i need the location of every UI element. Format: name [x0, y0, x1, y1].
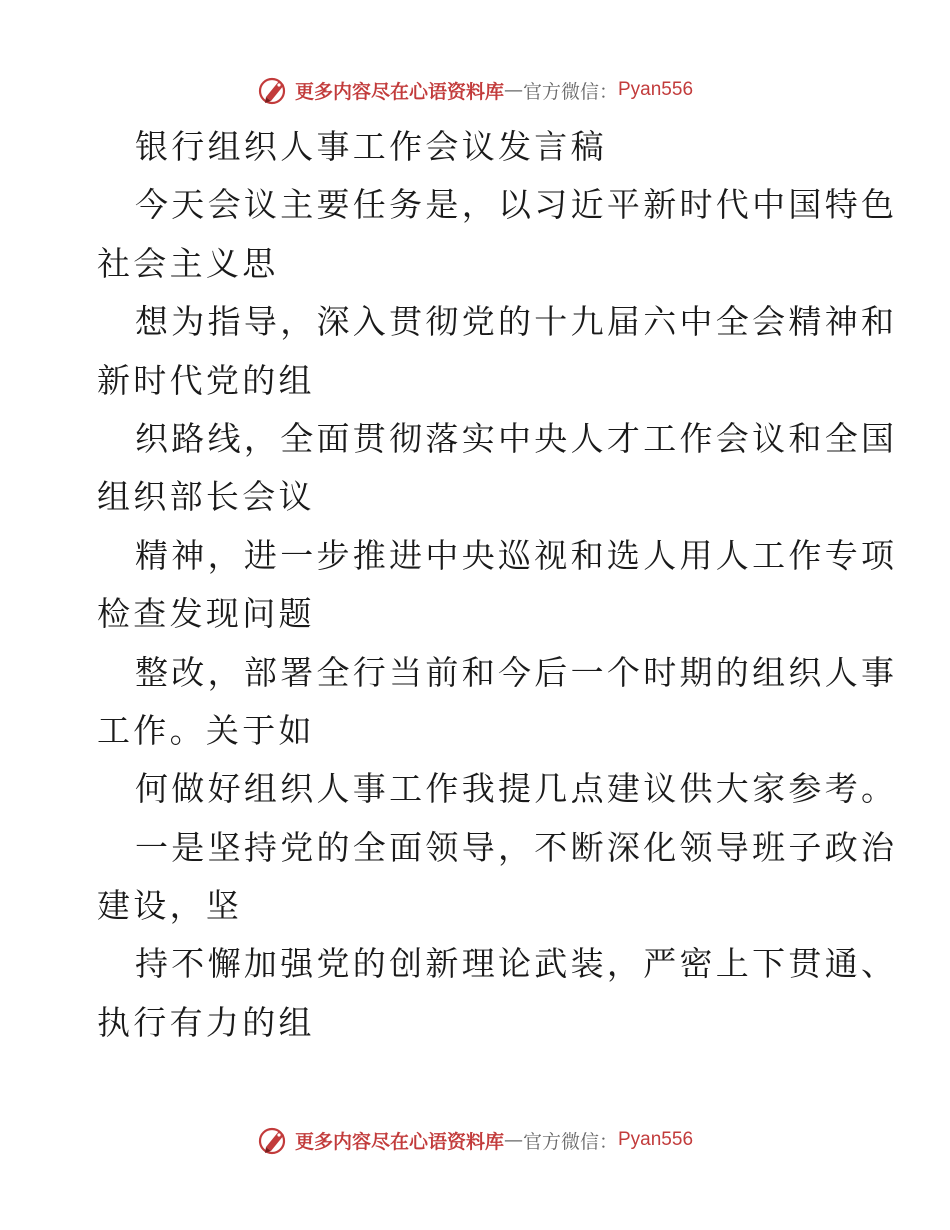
text-line: 织路线，全面贯彻落实中央人才工作会议和全国 [135, 418, 898, 458]
watermark-wechat-id: Pyan556 [618, 1129, 694, 1150]
text-line: 社会主义思 [97, 243, 279, 283]
watermark-wechat-id: Pyan556 [618, 79, 694, 100]
watermark-dash: — [503, 79, 523, 101]
footer-watermark [0, 1120, 950, 1160]
header-watermark [0, 70, 950, 110]
text-line: 持不懈加强党的创新理论武装，严密上下贯通、 [135, 944, 898, 984]
watermark-dash: — [503, 1129, 523, 1151]
text-line: 新时代党的组 [97, 360, 315, 400]
watermark-promo: 更多内容尽在心语资料库 [294, 80, 504, 103]
text-line: 检查发现问题 [97, 594, 315, 634]
watermark-promo: 更多内容尽在心语资料库 [294, 1130, 504, 1153]
text-line: 执行有力的组 [97, 1002, 315, 1042]
text-line: 工作。关于如 [97, 710, 315, 750]
text-line: 何做好组织人事工作我提几点建议供大家参考。 [135, 769, 898, 809]
watermark-label: 官方微信： [522, 80, 618, 103]
text-line: 精神，进一步推进中央巡视和选人用人工作专项 [135, 535, 898, 575]
pen-nib-logo-icon [257, 73, 291, 107]
document-body [97, 118, 898, 1052]
text-line: 组织部长会议 [97, 477, 315, 517]
text-line: 一是坚持党的全面领导，不断深化领导班子政治 [135, 827, 898, 867]
pen-nib-logo-icon [257, 1123, 291, 1157]
text-line: 想为指导，深入贯彻党的十九届六中全会精神和 [135, 302, 898, 342]
document-title: 银行组织人事工作会议发言稿 [135, 127, 607, 166]
text-line: 整改，部署全行当前和今后一个时期的组织人事 [135, 652, 898, 692]
text-line: 今天会议主要任务是，以习近平新时代中国特色 [135, 185, 898, 225]
watermark-label: 官方微信： [522, 1130, 618, 1153]
text-line: 建设，坚 [97, 886, 243, 926]
